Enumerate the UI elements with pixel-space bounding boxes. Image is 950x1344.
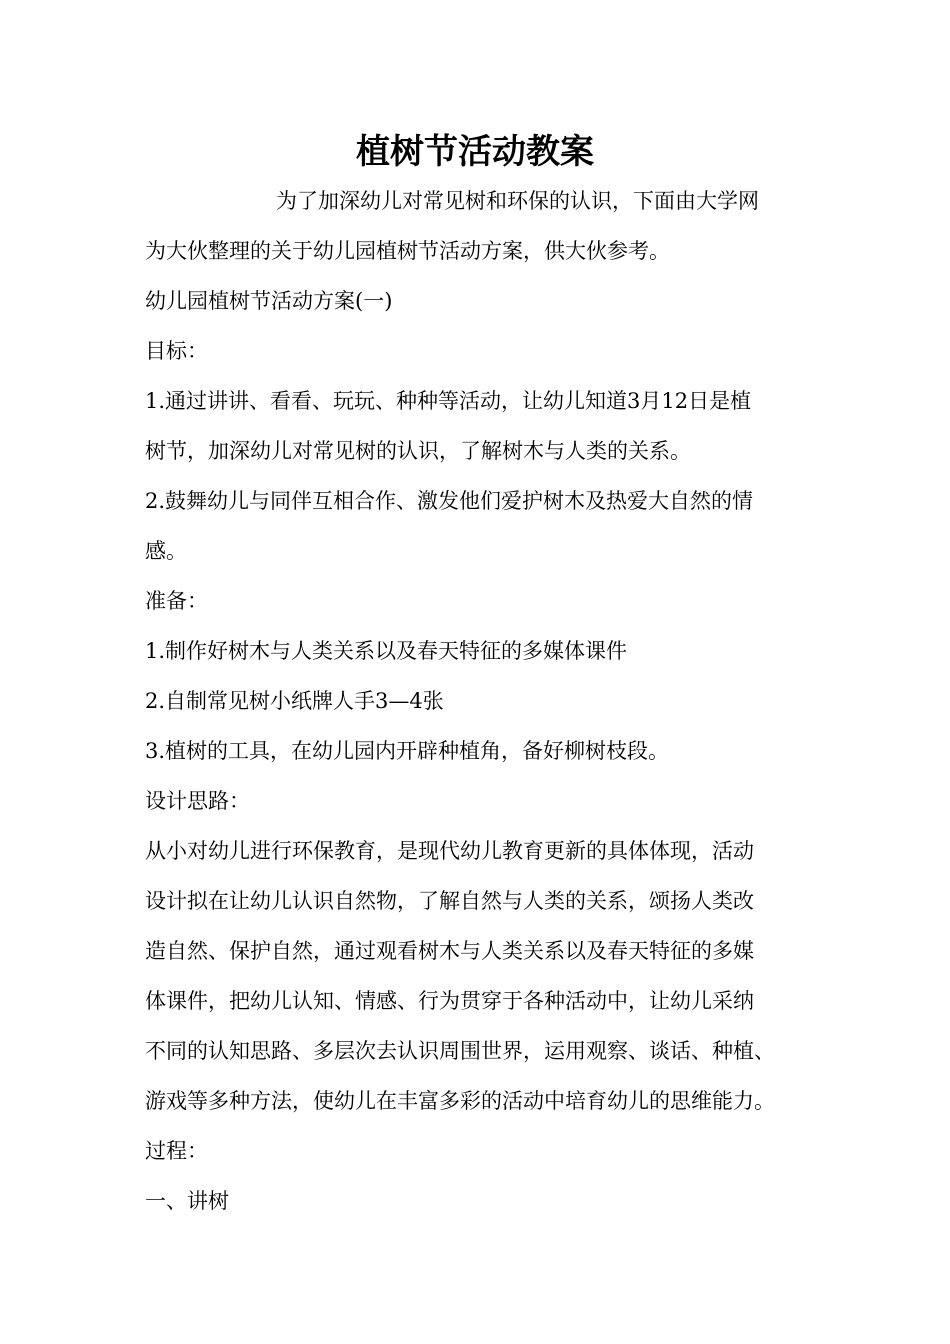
design-line-5: 不同的认知思路、多层次去认识周围世界，运用观察、谈话、种植、 xyxy=(145,1039,775,1063)
design-line-1: 从小对幼儿进行环保教育，是现代幼儿教育更新的具体体现，活动 xyxy=(145,839,754,863)
goal-2-line-1: 2.鼓舞幼儿与同伴互相合作、激发他们爱护树木及热爱大自然的情 xyxy=(145,489,754,513)
goal-2-line-2: 感。 xyxy=(145,539,187,563)
intro-line-2: 为大伙整理的关于幼儿园植树节活动方案，供大伙参考。 xyxy=(145,239,670,263)
design-line-4: 体课件，把幼儿认知、情感、行为贯穿于各种活动中，让幼儿采纳 xyxy=(145,989,754,1013)
preparation-heading: 准备： xyxy=(145,589,208,613)
design-line-6: 游戏等多种方法，使幼儿在丰富多彩的活动中培育幼儿的思维能力。 xyxy=(145,1089,775,1113)
intro-line-1: 为了加深幼儿对常见树和环保的认识，下面由大学网 xyxy=(276,189,759,213)
goal-1-line-2: 树节，加深幼儿对常见树的认识，了解树木与人类的关系。 xyxy=(145,439,691,463)
design-line-3: 造自然、保护自然，通过观看树木与人类关系以及春天特征的多媒 xyxy=(145,939,754,963)
document-title: 植树节活动教案 xyxy=(356,132,594,172)
goal-1-line-1: 1.通过讲讲、看看、玩玩、种种等活动，让幼儿知道3月12日是植 xyxy=(145,389,752,413)
preparation-item-1: 1.制作好树木与人类关系以及春天特征的多媒体课件 xyxy=(145,639,628,663)
design-heading: 设计思路： xyxy=(145,789,250,813)
process-heading: 过程： xyxy=(145,1139,208,1163)
goals-heading: 目标： xyxy=(145,339,208,363)
design-line-2: 设计拟在让幼儿认识自然物，了解自然与人类的关系，颂扬人类改 xyxy=(145,889,754,913)
process-step-1: 一、讲树 xyxy=(145,1189,229,1213)
preparation-item-3: 3.植树的工具，在幼儿园内开辟种植角，备好柳树枝段。 xyxy=(145,739,670,763)
preparation-item-2: 2.自制常见树小纸牌人手3—4张 xyxy=(145,689,444,713)
section-heading: 幼儿园植树节活动方案(一) xyxy=(145,289,393,313)
